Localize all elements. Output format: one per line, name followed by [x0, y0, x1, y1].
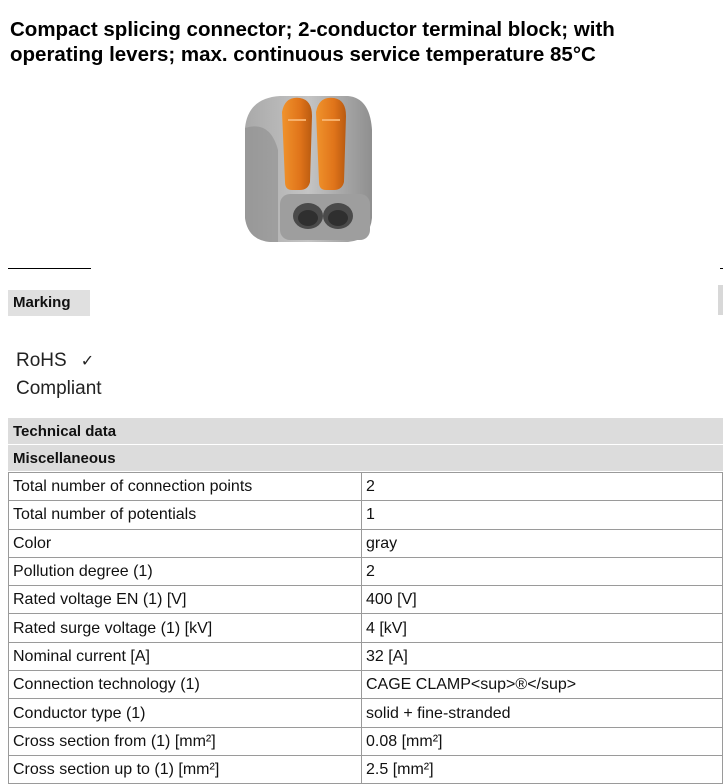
spec-value: 400 [V]	[362, 586, 723, 614]
table-row	[9, 586, 723, 614]
spec-label: Cross section up to (1) [mm²]	[9, 755, 362, 783]
miscellaneous-header: Miscellaneous	[8, 445, 723, 471]
table-row	[9, 614, 723, 642]
spec-label: Conductor type (1)	[9, 699, 362, 727]
table-row	[9, 529, 723, 557]
spec-label: Total number of connection points	[9, 473, 362, 501]
spec-value: solid + fine-stranded	[362, 699, 723, 727]
table-row	[9, 557, 723, 585]
connector-illustration	[230, 90, 380, 255]
spec-label: Nominal current [A]	[9, 642, 362, 670]
spec-label: Pollution degree (1)	[9, 557, 362, 585]
technical-data-header: Technical data	[8, 418, 723, 444]
spec-value: 32 [A]	[362, 642, 723, 670]
spec-value: CAGE CLAMP<sup>®</sup>	[362, 671, 723, 699]
spec-value: 2.5 [mm²]	[362, 755, 723, 783]
spec-label: Color	[9, 529, 362, 557]
spec-value: gray	[362, 529, 723, 557]
spec-value: 1	[362, 501, 723, 529]
spec-label: Rated surge voltage (1) [kV]	[9, 614, 362, 642]
spec-value: 4 [kV]	[362, 614, 723, 642]
checkmark-icon: ✓	[80, 353, 95, 370]
table-row	[9, 727, 723, 755]
table-row	[9, 642, 723, 670]
rohs-compliant-label: Compliant	[16, 378, 102, 399]
table-row	[9, 671, 723, 699]
table-row	[9, 501, 723, 529]
table-row	[9, 473, 723, 501]
divider-line	[8, 268, 91, 269]
rohs-label: RoHS	[16, 350, 67, 371]
spec-label: Total number of potentials	[9, 501, 362, 529]
table-row	[9, 755, 723, 783]
page-title: Compact splicing connector; 2-conductor terminal block; with operating levers; max. continuous service temperature 85°C	[10, 18, 615, 66]
spec-value: 0.08 [mm²]	[362, 727, 723, 755]
spec-label: Rated voltage EN (1) [V]	[9, 586, 362, 614]
spec-table	[8, 472, 723, 784]
spec-label: Connection technology (1)	[9, 671, 362, 699]
product-image	[230, 90, 380, 255]
spec-value: 2	[362, 557, 723, 585]
rohs-compliance-badge	[16, 347, 102, 402]
table-row	[9, 699, 723, 727]
spec-value: 2	[362, 473, 723, 501]
edge-marker	[718, 285, 723, 315]
marking-section-header: Marking	[8, 290, 90, 316]
spec-label: Cross section from (1) [mm²]	[9, 727, 362, 755]
